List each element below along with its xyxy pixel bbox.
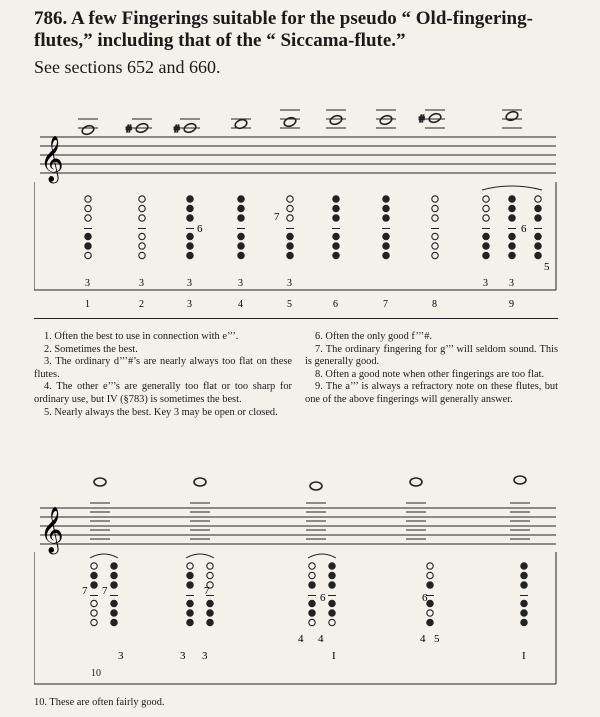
- annotation-1: 6: [197, 223, 203, 235]
- hole-icon: [309, 610, 315, 616]
- hole-icon: [521, 610, 527, 616]
- hole-icon: [535, 252, 541, 258]
- hole-icon: [521, 582, 527, 588]
- upper-column-9: [508, 196, 516, 259]
- slur: [90, 554, 118, 558]
- hole-icon: [287, 252, 293, 258]
- lower-label-10: I: [332, 650, 336, 662]
- upper-column-9b: [534, 196, 542, 259]
- hole-icon: [333, 196, 339, 202]
- hole-icon: [187, 563, 193, 569]
- lower-column-3-1: [308, 563, 316, 626]
- key-number-4: 3: [238, 278, 243, 289]
- treble-clef-icon: 𝄞: [40, 507, 64, 552]
- upper-column-4: [237, 196, 245, 259]
- upper-column-1: [84, 196, 92, 259]
- note-head-7: [376, 110, 396, 128]
- hole-icon: [521, 600, 527, 606]
- note-9: 9. The a’’’ is always a refractory note on these flutes, but one of the above fingerings will generally answer.: [305, 381, 558, 405]
- hole-icon: [427, 582, 433, 588]
- hole-icon: [91, 582, 97, 588]
- lower-label-2: 7: [102, 585, 108, 597]
- lower-label-4: 7: [204, 585, 210, 597]
- lower-column-2-1: [186, 563, 194, 626]
- hole-icon: [427, 572, 433, 578]
- column-number-3: 3: [187, 299, 192, 310]
- hole-icon: [329, 619, 335, 625]
- hole-icon: [432, 243, 438, 249]
- column-number-8: 8: [432, 299, 437, 310]
- hole-icon: [432, 215, 438, 221]
- hole-icon: [85, 233, 91, 239]
- hole-icon: [139, 243, 145, 249]
- hole-icon: [483, 215, 489, 221]
- hole-icon: [85, 205, 91, 211]
- hole-icon: [483, 243, 489, 249]
- hole-icon: [535, 196, 541, 202]
- hole-icon: [333, 205, 339, 211]
- hole-icon: [535, 205, 541, 211]
- upper-fingering-chart: [34, 100, 558, 315]
- hole-icon: [535, 243, 541, 249]
- hole-icon: [329, 600, 335, 606]
- hole-icon: [383, 215, 389, 221]
- lower-label-13: 5: [434, 633, 440, 645]
- hole-icon: [383, 243, 389, 249]
- hole-icon: [238, 243, 244, 249]
- figure-number-10: 10: [91, 668, 101, 679]
- lower-label-6: 3: [202, 650, 208, 662]
- hole-icon: [509, 196, 515, 202]
- hole-icon: [187, 572, 193, 578]
- column-number-7: 7: [383, 299, 388, 310]
- hole-icon: [333, 233, 339, 239]
- notes-left: [34, 331, 292, 419]
- note-head-6: [326, 110, 346, 128]
- lower-note-3: [306, 482, 326, 539]
- hole-icon: [91, 619, 97, 625]
- hole-icon: [483, 252, 489, 258]
- hole-icon: [187, 582, 193, 588]
- lower-label-5: 3: [180, 650, 186, 662]
- hole-icon: [207, 600, 213, 606]
- hole-icon: [187, 252, 193, 258]
- hole-icon: [187, 205, 193, 211]
- note-head-5: [280, 110, 300, 128]
- upper-column-3: [186, 196, 194, 259]
- upper-column-7: [382, 196, 390, 259]
- hole-icon: [91, 563, 97, 569]
- hole-icon: [432, 196, 438, 202]
- hole-icon: [187, 233, 193, 239]
- hole-icon: [333, 243, 339, 249]
- slur: [482, 186, 542, 190]
- section-heading: [34, 8, 589, 52]
- note-7: 7. The ordinary fingering for g’’’ will seldom sound. This is generally good.: [305, 343, 558, 368]
- svg-text:#: #: [174, 123, 180, 135]
- hole-icon: [535, 233, 541, 239]
- hole-icon: [207, 610, 213, 616]
- upper-columns-frame: [34, 182, 556, 290]
- hole-icon: [139, 196, 145, 202]
- hole-icon: [427, 619, 433, 625]
- lower-label-9: 4: [318, 633, 324, 645]
- key-number-2: 3: [139, 278, 144, 289]
- section-number: 786.: [34, 8, 68, 29]
- note-head-8: [419, 110, 445, 128]
- lower-label-14: I: [522, 650, 526, 662]
- hole-icon: [483, 233, 489, 239]
- hole-icon: [383, 205, 389, 211]
- hole-icon: [383, 196, 389, 202]
- hole-icon: [383, 252, 389, 258]
- lower-columns-frame: [34, 552, 556, 684]
- lower-label-1: 7: [82, 585, 88, 597]
- note-head-9: [502, 110, 522, 128]
- upper-column-5: [286, 196, 294, 259]
- hole-icon: [238, 233, 244, 239]
- hole-icon: [187, 215, 193, 221]
- hole-icon: [111, 619, 117, 625]
- hole-icon: [85, 215, 91, 221]
- upper-notes: [78, 110, 522, 136]
- hole-icon: [91, 600, 97, 606]
- upper-fingering-columns: [84, 186, 550, 310]
- column-number-1: 1: [85, 299, 90, 310]
- hole-icon: [139, 233, 145, 239]
- lower-column-1-2: [110, 563, 118, 626]
- lower-label-8: 4: [298, 633, 304, 645]
- svg-text:#: #: [419, 113, 425, 125]
- column-number-5: 5: [287, 299, 292, 310]
- treble-clef-icon: 𝄞: [40, 136, 64, 181]
- column-number-9: 9: [509, 299, 514, 310]
- lower-fingering-chart: [34, 462, 558, 692]
- hole-icon: [85, 196, 91, 202]
- upper-column-9a: [482, 196, 490, 259]
- note-head-3: [174, 119, 200, 135]
- annotation-3: 6: [521, 223, 527, 235]
- hole-icon: [187, 196, 193, 202]
- hole-icon: [238, 252, 244, 258]
- column-number-4: 4: [238, 299, 243, 310]
- hole-icon: [483, 205, 489, 211]
- hole-icon: [139, 215, 145, 221]
- hole-icon: [509, 233, 515, 239]
- note-6: 6. Often the only good f’’’#.: [315, 331, 433, 342]
- hole-icon: [383, 233, 389, 239]
- column-number-6: 6: [333, 299, 338, 310]
- note-8: 8. Often a good note when other fingerings are too flat.: [315, 368, 545, 380]
- hole-icon: [309, 582, 315, 588]
- hole-icon: [91, 572, 97, 578]
- note-head-2: [126, 119, 152, 135]
- hole-icon: [521, 572, 527, 578]
- hole-icon: [187, 243, 193, 249]
- note-3: 3. The ordinary d’’’#’s are nearly always too flat on these flutes.: [34, 356, 292, 380]
- hole-icon: [287, 196, 293, 202]
- hole-icon: [287, 215, 293, 221]
- hole-icon: [309, 600, 315, 606]
- key-number-1: 3: [85, 278, 90, 289]
- lower-label-11: 6: [422, 592, 428, 604]
- hole-icon: [111, 600, 117, 606]
- note-2: 2. Sometimes the best.: [44, 343, 138, 355]
- lower-label-7: 6: [320, 592, 326, 604]
- hole-icon: [333, 215, 339, 221]
- hole-icon: [432, 233, 438, 239]
- column-number-2: 2: [139, 299, 144, 310]
- hole-icon: [238, 205, 244, 211]
- annotation-2: 7: [274, 211, 280, 223]
- hole-icon: [238, 215, 244, 221]
- key-number-5: 3: [287, 278, 292, 289]
- upper-column-8: [431, 196, 439, 259]
- note-head-4: [231, 118, 251, 130]
- slur: [308, 554, 336, 558]
- lower-fingering-columns: [82, 476, 530, 662]
- hole-icon: [139, 205, 145, 211]
- hole-icon: [427, 600, 433, 606]
- note-head-1: [78, 119, 98, 136]
- note-10: 10. These are often fairly good.: [34, 697, 165, 708]
- upper-staff: [40, 137, 556, 173]
- hole-icon: [287, 233, 293, 239]
- hole-icon: [535, 215, 541, 221]
- section-reference: See sections 652 and 660.: [34, 57, 221, 77]
- hole-icon: [85, 252, 91, 258]
- hole-icon: [309, 619, 315, 625]
- hole-icon: [85, 243, 91, 249]
- hole-icon: [187, 600, 193, 606]
- hole-icon: [329, 563, 335, 569]
- slur: [186, 554, 214, 558]
- hole-icon: [287, 243, 293, 249]
- note-1: 1. Often the best to use in connection with e’’’.: [44, 331, 239, 342]
- annotation-4: 5: [544, 261, 550, 273]
- lower-label-3: 3: [118, 650, 124, 662]
- hole-icon: [111, 572, 117, 578]
- hole-icon: [509, 252, 515, 258]
- notes-right: [305, 331, 558, 407]
- hole-icon: [207, 619, 213, 625]
- upper-column-6: [332, 196, 340, 259]
- hole-icon: [509, 205, 515, 211]
- hole-icon: [333, 252, 339, 258]
- hole-icon: [207, 563, 213, 569]
- hole-icon: [521, 619, 527, 625]
- hole-icon: [207, 572, 213, 578]
- key-number-6: 3: [483, 278, 488, 289]
- hole-icon: [509, 215, 515, 221]
- hole-icon: [111, 610, 117, 616]
- note-5: 5. Nearly always the best. Key 3 may be open or closed.: [44, 406, 278, 418]
- svg-text:#: #: [126, 123, 132, 135]
- lower-column-1-1: [90, 563, 98, 626]
- divider: [34, 318, 558, 319]
- hole-icon: [139, 252, 145, 258]
- hole-icon: [329, 582, 335, 588]
- hole-icon: [432, 252, 438, 258]
- lower-column-5-1: [520, 563, 528, 626]
- hole-icon: [427, 563, 433, 569]
- hole-icon: [309, 572, 315, 578]
- hole-icon: [521, 563, 527, 569]
- note-4: 4. The other e’’’s are generally too flat or too sharp for ordinary use, but IV (§783) is sometimes the best.: [34, 381, 292, 405]
- hole-icon: [187, 610, 193, 616]
- lower-staff: [40, 508, 556, 544]
- hole-icon: [309, 563, 315, 569]
- lower-label-12: 4: [420, 633, 426, 645]
- hole-icon: [483, 196, 489, 202]
- hole-icon: [329, 572, 335, 578]
- upper-column-2: [138, 196, 146, 259]
- section-title: A few Fingerings suitable for the pseudo “ Old-fingering-flutes,” including that of the “ Siccama-flute.”: [34, 8, 533, 51]
- hole-icon: [432, 205, 438, 211]
- hole-icon: [238, 196, 244, 202]
- hole-icon: [329, 610, 335, 616]
- key-number-7: 3: [509, 278, 514, 289]
- lower-column-3-2: [328, 563, 336, 626]
- hole-icon: [509, 243, 515, 249]
- key-number-3: 3: [187, 278, 192, 289]
- hole-icon: [111, 563, 117, 569]
- hole-icon: [427, 610, 433, 616]
- hole-icon: [91, 610, 97, 616]
- hole-icon: [287, 205, 293, 211]
- hole-icon: [111, 582, 117, 588]
- hole-icon: [187, 619, 193, 625]
